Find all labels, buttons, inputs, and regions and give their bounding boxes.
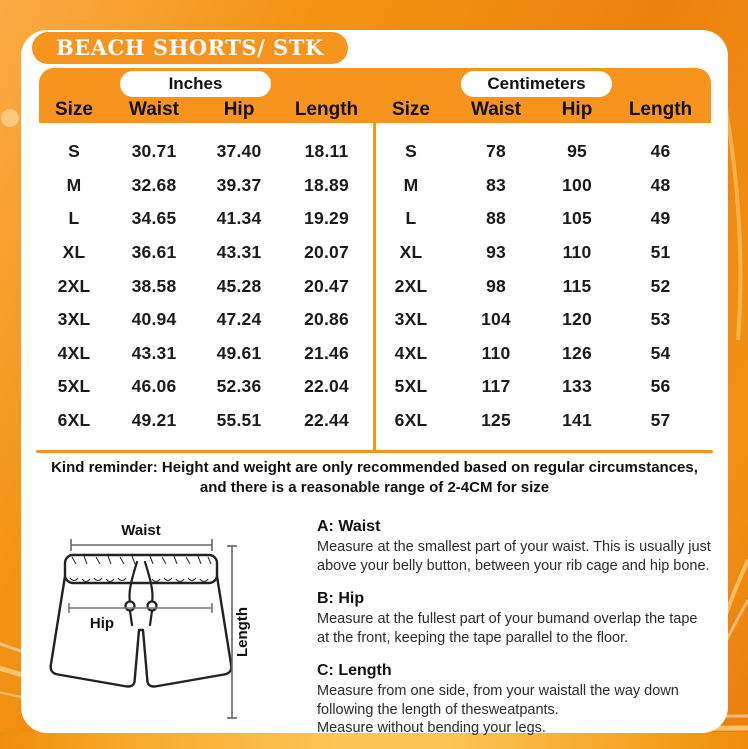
column-header-waist: Waist	[129, 98, 179, 120]
size-cell: 3XL	[394, 309, 428, 330]
size-cell: 6XL	[394, 410, 428, 431]
value-cell: 49.61	[216, 342, 262, 363]
horizontal-rule	[36, 450, 713, 453]
instruction-group	[317, 518, 722, 575]
centimeters-header-row	[374, 96, 711, 123]
centimeters-table-body	[374, 123, 711, 437]
instruction-line: above your belly button, between your rib cage and hip bone.	[317, 557, 710, 574]
instruction-line: Measure without bending your legs.	[317, 720, 546, 736]
column-header-length: Length	[294, 98, 359, 120]
table-row	[39, 169, 374, 203]
value-cell: 110	[481, 342, 511, 363]
reminder-line-2: and there is a reasonable range of 2-4CM for size	[199, 479, 550, 496]
value-cell: 110	[562, 242, 592, 263]
table-row	[39, 404, 374, 438]
value-cell: 100	[562, 174, 592, 195]
table-row	[39, 370, 374, 404]
value-cell: 83	[486, 174, 506, 195]
value-cell: 93	[486, 242, 506, 263]
instruction-line: at the front, keeping the tape parallel to the floor.	[317, 629, 629, 646]
value-cell: 78	[486, 141, 506, 162]
value-cell: 95	[567, 141, 587, 162]
shorts-outline	[51, 555, 232, 687]
kind-reminder-text	[21, 458, 728, 498]
instruction-heading: B: Hip	[317, 590, 365, 607]
hip-label: Hip	[89, 615, 115, 632]
value-cell: 36.61	[131, 242, 177, 263]
column-header-size: Size	[391, 98, 431, 120]
value-cell: 46.06	[131, 376, 177, 397]
value-cell: 18.11	[304, 141, 349, 162]
instruction-line: Measure at the smallest part of your waist. This is usually just	[317, 539, 711, 555]
value-cell: 40.94	[131, 309, 177, 330]
column-header-hip: Hip	[223, 98, 255, 120]
inches-table	[39, 96, 374, 437]
value-cell: 18.89	[304, 174, 349, 195]
inches-header-row	[39, 96, 374, 123]
value-cell: 49	[650, 208, 671, 229]
size-cell: 6XL	[57, 410, 91, 431]
measurement-instructions	[317, 518, 722, 749]
instruction-heading: A: Waist	[317, 518, 381, 535]
value-cell: 37.40	[216, 141, 262, 162]
value-cell: 120	[562, 309, 592, 330]
value-cell: 133	[562, 376, 592, 397]
value-cell: 104	[481, 309, 511, 330]
value-cell: 51	[650, 242, 671, 263]
length-label: Length	[234, 607, 251, 657]
instruction-heading: C: Length	[317, 662, 392, 679]
size-cell: 2XL	[394, 275, 428, 296]
value-cell: 22.44	[304, 410, 349, 431]
value-cell: 105	[562, 208, 592, 229]
waist-measure-line	[71, 539, 212, 551]
table-row	[39, 202, 374, 236]
size-cell: 4XL	[57, 342, 91, 363]
value-cell: 38.58	[131, 275, 177, 296]
value-cell: 52	[650, 275, 671, 296]
table-row	[374, 269, 711, 303]
table-row	[374, 236, 711, 270]
column-header-hip: Hip	[561, 98, 593, 120]
table-row	[39, 135, 374, 169]
value-cell: 21.46	[304, 342, 349, 363]
size-cell: S	[405, 141, 417, 162]
instruction-line: Measure from one side, from your waistall the way down	[317, 683, 679, 699]
size-cell: 5XL	[57, 376, 91, 397]
value-cell: 141	[562, 410, 592, 431]
value-cell: 43.31	[216, 242, 262, 263]
value-cell: 30.71	[131, 141, 177, 162]
size-cell: L	[405, 208, 417, 229]
value-cell: 20.07	[304, 242, 349, 263]
value-cell: 52.36	[216, 376, 262, 397]
value-cell: 55.51	[216, 410, 262, 431]
value-cell: 39.37	[216, 174, 262, 195]
instruction-line: following the length of thesweatpants.	[317, 701, 559, 718]
value-cell: 20.86	[304, 309, 349, 330]
value-cell: 115	[562, 275, 592, 296]
centimeters-unit-pill: Centimeters	[461, 71, 612, 97]
value-cell: 53	[650, 309, 671, 330]
table-row	[39, 236, 374, 270]
inches-table-body	[39, 123, 374, 437]
column-header-length: Length	[628, 98, 693, 120]
value-cell: 98	[486, 275, 506, 296]
value-cell: 46	[650, 141, 671, 162]
table-row	[374, 202, 711, 236]
value-cell: 47.24	[216, 309, 262, 330]
value-cell: 32.68	[131, 174, 177, 195]
table-row	[39, 337, 374, 371]
value-cell: 49.21	[131, 410, 177, 431]
value-cell: 48	[650, 174, 671, 195]
size-cell: XL	[399, 242, 423, 263]
size-cell: S	[68, 141, 80, 162]
value-cell: 125	[481, 410, 511, 431]
instruction-group	[317, 662, 722, 738]
value-cell: 20.47	[304, 275, 349, 296]
table-row	[374, 337, 711, 371]
size-cell: M	[66, 174, 82, 195]
size-cell: 4XL	[394, 342, 428, 363]
value-cell: 34.65	[131, 208, 177, 229]
centimeters-table	[374, 96, 711, 437]
instruction-group	[317, 590, 722, 647]
size-cell: 2XL	[57, 275, 91, 296]
page-title: BEACH SHORTS/ STK	[32, 32, 348, 64]
value-cell: 43.31	[131, 342, 177, 363]
value-cell: 19.29	[304, 208, 349, 229]
table-row	[374, 370, 711, 404]
value-cell: 126	[562, 342, 592, 363]
size-cell: 3XL	[57, 309, 91, 330]
value-cell: 56	[650, 376, 671, 397]
table-vertical-divider	[373, 123, 376, 450]
size-cell: L	[68, 208, 80, 229]
value-cell: 45.28	[216, 275, 262, 296]
table-row	[374, 135, 711, 169]
instruction-line: Measure at the fullest part of your bumand overlap the tape	[317, 611, 698, 627]
table-row	[374, 404, 711, 438]
table-row	[39, 269, 374, 303]
size-cell: XL	[62, 242, 86, 263]
size-cell: M	[403, 174, 419, 195]
value-cell: 57	[650, 410, 671, 431]
shorts-measurement-diagram	[44, 512, 304, 732]
size-chart-card	[21, 30, 728, 736]
waist-label: Waist	[121, 522, 161, 539]
value-cell: 54	[650, 342, 671, 363]
table-row	[374, 303, 711, 337]
reminder-line-1: Kind reminder: Height and weight are only recommended based on regular circumstances,	[51, 459, 698, 476]
value-cell: 117	[481, 376, 511, 397]
column-header-waist: Waist	[471, 98, 521, 120]
table-row	[39, 303, 374, 337]
size-cell: 5XL	[394, 376, 428, 397]
value-cell: 41.34	[216, 208, 262, 229]
value-cell: 22.04	[304, 376, 349, 397]
table-row	[374, 169, 711, 203]
column-header-size: Size	[54, 98, 94, 120]
inches-unit-pill: Inches	[120, 71, 271, 97]
value-cell: 88	[486, 208, 506, 229]
